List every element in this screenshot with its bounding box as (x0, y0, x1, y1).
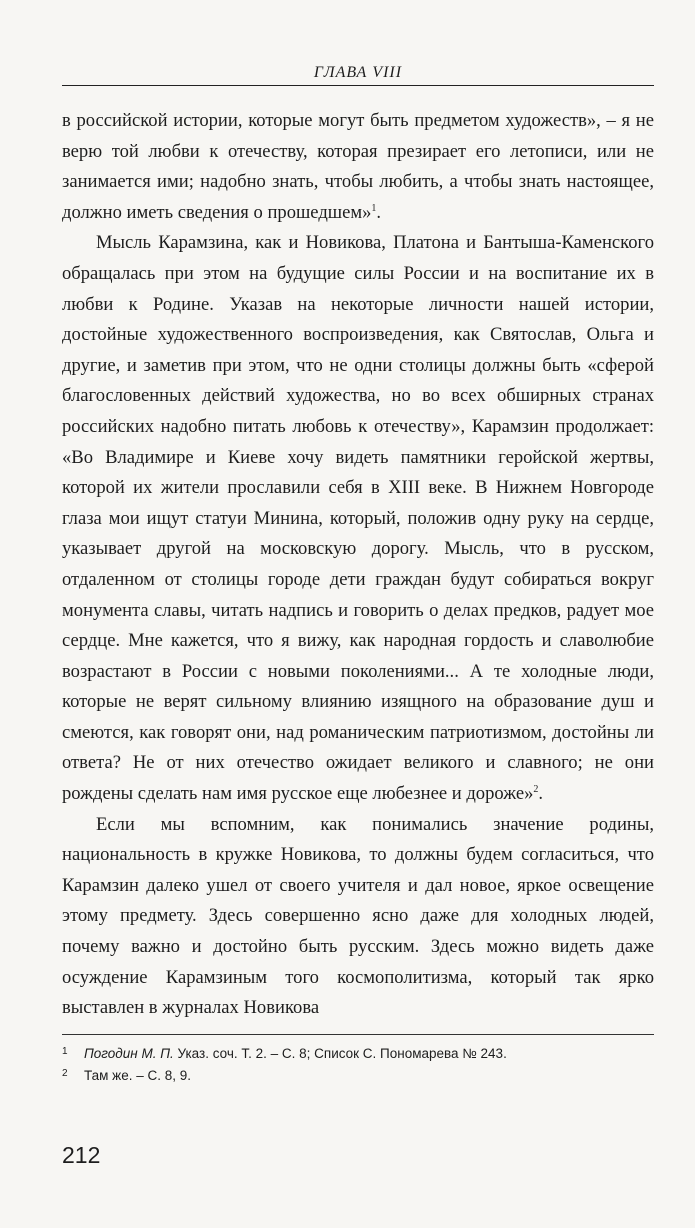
paragraph-1: в российской истории, которые могут быть предметом художеств», – я не верю той любви к отечеству, которая презирает его летописи, или не занимается ими; надобно знать, чтобы любить, а чтобы знать настоящее, должно иметь сведения о прошедшем»$^1$. (62, 110, 654, 223)
book-page (62, 64, 654, 1087)
footnote-author: Погодин М. П. (84, 1045, 174, 1061)
footnote-mark: 2 (62, 1067, 68, 1079)
footnote-1 (62, 1043, 654, 1065)
paragraph-1-text: в российской истории, которые могут быть предметом художеств», – я не верю той любви к отечеству, которая презирает его летописи, или не занимается ими; надобно знать, чтобы любить, а чтобы знать настоящее, должно иметь сведения о прошедшем» (62, 110, 654, 223)
footnotes (62, 1034, 654, 1087)
paragraph-3: Если мы вспомним, как понимались значение родины, национальность в кружке Новикова, то должны будем согласиться, что Карамзин далеко ушел от своего учителя и дал новое, яркое освещение этому предмету. Здесь совершенно ясно даже для холодных людей, почему важно и достойно быть русским. Здесь можно видеть даже осуждение Карамзиным того космополитизма, который так ярко выставлен в журналах Новикова (62, 813, 654, 1019)
footnote-citation: Там же. – С. 8, 9. (84, 1067, 191, 1083)
footnote-ref-2: 2 (533, 783, 539, 795)
paragraph-2-text: Мысль Карамзина, как и Новикова, Платона и Бантыша-Каменского обращалась при этом на будущие силы России и на воспитание их в любви к Родине. Указав на некоторые личности нашей истории, достойные художественного воспроизведения, как Святослав, Ольга и другие, и заметив при этом, что не одни столицы должны быть «сферой благословенных действий художества, но во всех обширных странах российских надобно питать любовь к отечеству», Карамзин продолжает: «Во Владимире и Киеве хочу видеть памятники геройской жертвы, которой их жители прославили себя в XIII веке. В Нижнем Новгороде глаза мои ищут статуи Минина, который, положив одну руку на сердце, указывает другой на московскую дорогу. Мысль, что в русском, отдаленном от столицы городе дети граждан будут собираться вокруг монумента славы, читать надпись и говорить о делах предков, радует мое сердце. Мне кажется, что я вижу, как народная гордость и славолюбие возрастают в России с новыми поколениями... А те холодные люди, которые не верят сильному влиянию изящного на образование душ и смеются, как говорят они, над романическим патриотизмом, достойны ли ответа? Не от них отечество ожидает великого и славного; не они рождены сделать нам имя русское еще любезнее и дороже» (62, 232, 654, 805)
footnote-2 (62, 1065, 654, 1087)
footnote-mark: 1 (62, 1045, 68, 1057)
footnote-text (84, 1043, 507, 1065)
footnote-citation: Указ. соч. Т. 2. – С. 8; Список С. Пономарева № 243. (173, 1045, 507, 1061)
page-number: 212 (62, 1142, 101, 1168)
running-head: ГЛАВА VIII (62, 64, 654, 86)
footnote-ref-1: 1 (371, 202, 377, 214)
main-text (62, 106, 654, 1024)
paragraph-2: Мысль Карамзина, как и Новикова, Платона и Бантыша-Каменского обращалась при этом на будущие силы России и на воспитание их в любви к Родине. Указав на некоторые личности нашей истории, достойные художественного воспроизведения, как Святослав, Ольга и другие, и заметив при этом, что не одни столицы должны быть «сферой благословенных действий художества, но во всех обширных странах российских надобно питать любовь к отечеству», Карамзин продолжает: «Во Владимире и Киеве хочу видеть памятники геройской жертвы, которой их жители прославили себя в XIII веке. В Нижнем Новгороде глаза мои ищут статуи Минина, который, положив одну руку на сердце, указывает другой на московскую дорогу. Мысль, что в русском, отдаленном от столицы городе дети граждан будут собираться вокруг монумента славы, читать надпись и говорить о делах предков, радует мое сердце. Мне кажется, что я вижу, как народная гордость и славолюбие возрастают в России с новыми поколениями... А те холодные люди, которые не верят сильному влиянию изящного на образование душ и смеются, как говорят они, над романическим патриотизмом, достойны ли ответа? Не от них отечество ожидает великого и славного; не они рождены сделать нам имя русское еще любезнее и дороже»$^2$. (62, 232, 654, 805)
